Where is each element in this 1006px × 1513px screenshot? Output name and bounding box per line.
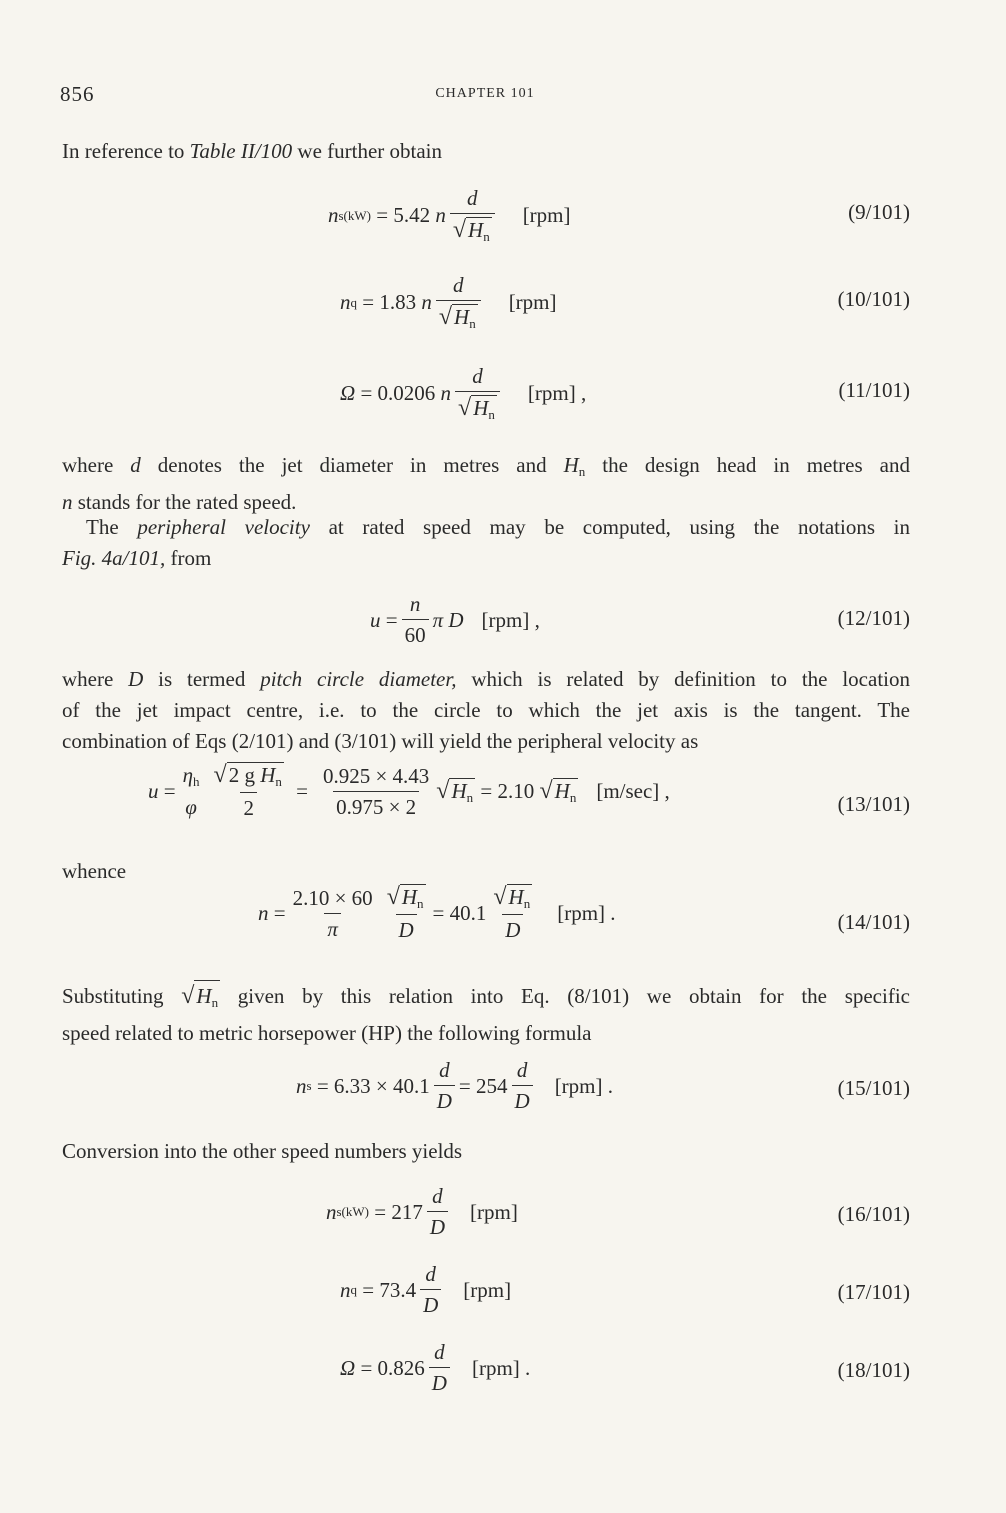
equation-number: (16/101) [837,1202,910,1226]
paragraph-pitch-circle: where D is termed pitch circle diameter, which is related by definition to the location of the jet impact centre, i.e. to the circle to which the jet axis is the tangent. The combination of Eqs (2/101) and (3/101) will yield the peripheral velocity as [62,667,910,753]
chapter-title: CHAPTER 101 [435,86,535,101]
equation-number: (9/101) [848,200,910,224]
equation-number: (12/101) [837,606,910,630]
page-header [60,82,910,112]
paragraph-conversion: Conversion into the other speed numbers yields [62,1139,463,1163]
equation-number: (14/101) [837,910,910,934]
paragraph-intro: In reference to Table II/100 we further obtain [62,139,443,163]
equation-number: (18/101) [837,1358,910,1382]
page-number: 856 [60,82,95,106]
word-whence: whence [62,859,127,883]
paragraph-definitions: where d denotes the jet diameter in metres and $H_n$ the design head in metres and n stands for the rated speed. [62,453,910,514]
equation-number: (10/101) [837,287,910,311]
equation-number: (17/101) [837,1280,910,1304]
book-page: 856 CHAPTER 101 In reference to Table II/100 we further obtain n s(kW) = 5.42 n $\frac{d}{√H_n}$ [rpm] (9/101) n q = 1.83 n $\frac{d}{√H_n}$ [rpm] (10/101) Ω = 0.0206 n $\frac{d}{√H_n}$ [rpm] , (11/101) where d denotes the jet diameter in metres and $H_n$ the design head in metres and n stands for the rated speed. The peripheral velocity at rated speed may be computed, using the notations in Fig. 4a/101, from u = $\frac{n}{60}$ π D [rpm] , (12/101) where D is termed pitch circle diameter, which is related by definition to the location of the jet impact centre, i.e. to the circle to which the jet axis is the tangent. The combination of Eqs (2/101) and (3/101) will yield the peripheral velocity as u = $\eta_h$ φ $\frac{√2 g H_n}{2}$ = $\frac{0.925 \times 4.43}{0.975 \times 2}$ √ $H_n$ = 2.10 √ $H_n$ [m/sec] , (13/101) whence n = $\frac{2.10 \times 60}{\pi}$ $\frac{√H_n}{D}$ = 40.1 $\frac{√H_n}{D}$ [rpm] . (14/101) Substituting $√H_n$ given by this relation into Eq. (8/101) we obtain for the specific speed related to metric horsepower (HP) the following formula n s = 6.33 × 40.1 $\frac{d}{D}$ = 254 $\frac{d}{D}$ [rpm] . (15/101) Conversion into the other speed numbers yields n s(kW) = 217 $\frac{d}{D}$ [rpm] (16/101) n q = 73.4 $\frac{d}{D}$ [rpm] (17/101) Ω = 0.826 $\frac{d}{D}$ [rpm] . (18/101) [60,82,910,1395]
equation-number: (11/101) [838,378,910,402]
equation-number: (15/101) [837,1076,910,1100]
equation-number: (13/101) [837,792,910,816]
paragraph-peripheral-velocity: The peripheral velocity at rated speed may be computed, using the notations in Fig. 4a/101, from [62,515,910,570]
paragraph-substituting: Substituting $√H_n$ given by this relation into Eq. (8/101) we obtain for the specific speed related to metric horsepower (HP) the following formula [62,980,910,1049]
